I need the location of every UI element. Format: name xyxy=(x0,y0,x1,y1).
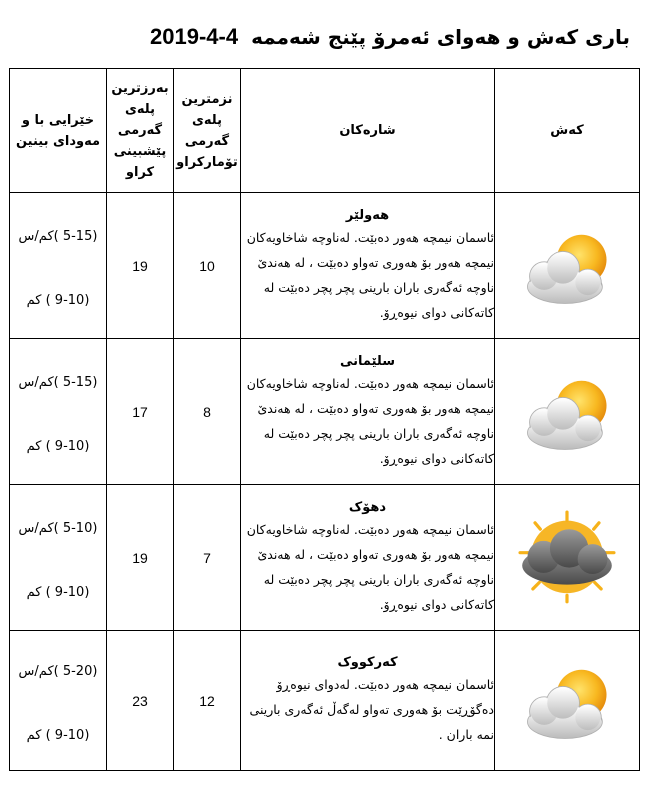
max-temp: 19 xyxy=(107,193,174,339)
table-row xyxy=(10,485,640,631)
city-cell xyxy=(241,193,495,339)
min-temp: 7 xyxy=(174,485,241,631)
wind-visibility-cell xyxy=(10,339,107,485)
table-row xyxy=(10,339,640,485)
city-cell xyxy=(241,339,495,485)
visibility: (9-10 ) کم xyxy=(26,584,90,600)
wind-speed: (5-20 )کم/س xyxy=(18,663,98,679)
wind-speed: (5-10 )کم/س xyxy=(18,520,98,536)
wind-speed: (5-15 )کم/س xyxy=(18,374,98,390)
visibility: (9-10 ) کم xyxy=(26,438,90,454)
header-wind-visibility: خێرایی با و مەودای بینین xyxy=(10,69,107,193)
page-title: باری کەش و هەوای ئەمرۆ پێنج شەممە xyxy=(251,25,630,49)
wind-speed: (5-15 )کم/س xyxy=(18,228,98,244)
city-name: کەرکووک xyxy=(337,655,398,670)
wind-visibility-cell xyxy=(10,193,107,339)
max-temp: 17 xyxy=(107,339,174,485)
table-row xyxy=(10,631,640,771)
dark-cloud-sun-icon xyxy=(511,510,623,606)
city-cell xyxy=(241,485,495,631)
city-name: سلێمانی xyxy=(339,353,396,369)
table-row xyxy=(10,193,640,339)
report-date: 2019-4-4 xyxy=(150,24,239,49)
table-header-row xyxy=(10,69,640,193)
min-temp: 8 xyxy=(174,339,241,485)
city-name: هەولێر xyxy=(345,207,390,223)
min-temp: 10 xyxy=(174,193,241,339)
forecast-description: ئاسمان نیمچە هەور دەبێت. لەناوچە شاخاویەکان نیمچە هەور بۆ هەوری تەواو دەبێت ، لە هەندێ ناوچە ئەگەری باران بارینی پچر پچر دەبێت لە کاتەکانی دوای نیوەڕۆ. xyxy=(246,375,494,466)
forecast-description: ئاسمان نیمچە هەور دەبێت. لەدوای نیوەڕۆ دەگۆڕێت بۆ هەوری تەواو لەگەڵ ئەگەری بارینی نمە باران . xyxy=(249,677,494,742)
header-weather: کەش xyxy=(495,69,640,193)
header-max-temp: بەرزترین پلەی گەرمی پێشبینی کراو xyxy=(107,69,174,193)
weather-icon-cell xyxy=(495,339,640,485)
min-temp: 12 xyxy=(174,631,241,771)
forecast-description: ئاسمان نیمچە هەور دەبێت. لەناوچە شاخاویەکان نیمچە هەور بۆ هەوری تەواو دەبێت ، لە هەندێ ناوچە ئەگەری باران بارینی پچر پچر دەبێت لە کاتەکانی دوای نیوەڕۆ. xyxy=(246,229,494,320)
forecast-description: ئاسمان نیمچە هەور دەبێت. لەناوچە شاخاویەکان نیمچە هەور بۆ هەوری تەواو دەبێت ، لە هەندێ ناوچە ئەگەری باران بارینی پچر پچر دەبێت لە کاتەکانی دوای نیوەڕۆ. xyxy=(246,521,494,612)
max-temp: 23 xyxy=(107,631,174,771)
sun-behind-cloud-icon xyxy=(515,224,619,308)
city-name: دهۆک xyxy=(348,499,387,515)
weather-icon-cell xyxy=(495,485,640,631)
weather-icon-cell xyxy=(495,631,640,771)
weather-table xyxy=(9,68,640,771)
max-temp: 19 xyxy=(107,485,174,631)
header-min-temp: نزمترین پلەی گەرمی تۆمارکراو xyxy=(174,69,241,193)
page-header xyxy=(150,20,630,54)
header-cities: شارەکان xyxy=(241,69,495,193)
weather-icon-cell xyxy=(495,193,640,339)
wind-visibility-cell xyxy=(10,631,107,771)
wind-visibility-cell xyxy=(10,485,107,631)
city-cell xyxy=(241,631,495,771)
sun-behind-cloud-icon xyxy=(515,659,619,743)
visibility: (9-10 ) کم xyxy=(26,292,90,308)
sun-behind-cloud-icon xyxy=(515,370,619,454)
visibility: (9-10 ) کم xyxy=(26,727,90,743)
